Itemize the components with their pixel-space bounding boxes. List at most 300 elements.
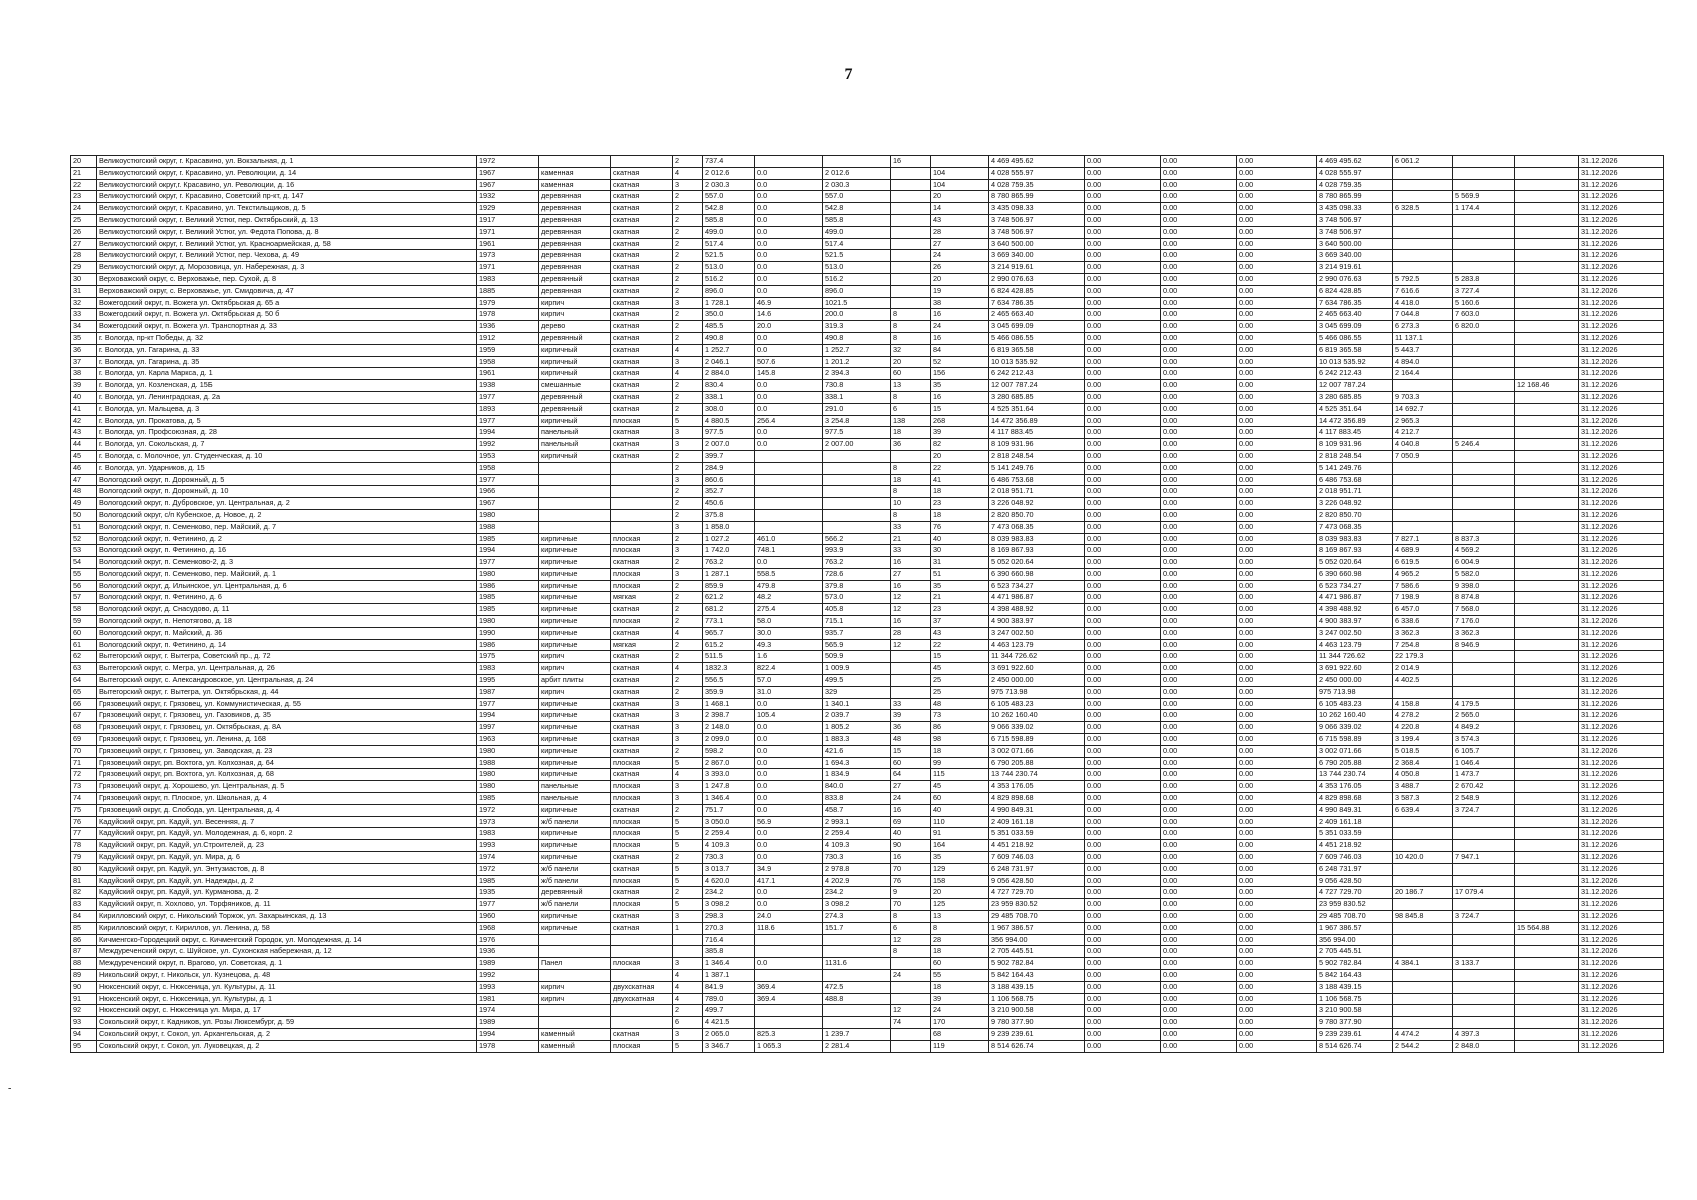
table-cell: 31.12.2026 xyxy=(1579,203,1664,215)
table-cell: 31.12.2026 xyxy=(1579,769,1664,781)
table-cell: 2 820 850.70 xyxy=(1317,509,1393,521)
table-cell: 566.2 xyxy=(823,533,891,545)
table-cell: 27 xyxy=(931,238,989,250)
table-cell xyxy=(1393,934,1453,946)
table-cell: 2 884.0 xyxy=(703,368,755,380)
table-cell: 90 xyxy=(71,981,97,993)
table-cell: 1988 xyxy=(477,757,539,769)
table-row xyxy=(71,285,1664,297)
table-cell: 0.00 xyxy=(1237,922,1317,934)
table-cell xyxy=(611,969,673,981)
table-cell xyxy=(1515,863,1579,875)
table-cell: 0.00 xyxy=(1237,592,1317,604)
table-row xyxy=(71,757,1664,769)
table-cell: Вытегорский округ, г. Вытегра, Советский пр., д. 72 xyxy=(97,651,477,663)
table-cell: Вологодский округ, п. Фетинино, д. 6 xyxy=(97,592,477,604)
table-cell: 5 246.4 xyxy=(1453,439,1515,451)
table-cell: 9 398.0 xyxy=(1453,580,1515,592)
table-cell: 62 xyxy=(71,651,97,663)
table-cell xyxy=(891,262,931,274)
table-cell: 39 xyxy=(891,710,931,722)
table-cell: 472.5 xyxy=(823,981,891,993)
table-cell: 31.12.2026 xyxy=(1579,191,1664,203)
table-cell: кирпичные xyxy=(539,580,611,592)
table-cell: 3 188 439.15 xyxy=(1317,981,1393,993)
table-cell: 0.00 xyxy=(1237,179,1317,191)
table-cell xyxy=(891,675,931,687)
table-cell: скатная xyxy=(611,273,673,285)
table-cell xyxy=(1515,1017,1579,1029)
table-row xyxy=(71,403,1664,415)
table-cell: 33 xyxy=(891,521,931,533)
table-cell: 0.00 xyxy=(1161,852,1237,864)
table-cell: 1 287.1 xyxy=(703,568,755,580)
table-cell xyxy=(1515,297,1579,309)
table-cell: 0.00 xyxy=(1085,875,1161,887)
table-cell: 517.4 xyxy=(703,238,755,250)
table-cell xyxy=(1515,391,1579,403)
table-row xyxy=(71,356,1664,368)
table-cell: 841.9 xyxy=(703,981,755,993)
table-cell: 2 565.0 xyxy=(1453,710,1515,722)
table-cell xyxy=(1515,722,1579,734)
table-row xyxy=(71,226,1664,238)
table-cell: 31.12.2026 xyxy=(1579,403,1664,415)
table-cell: скатная xyxy=(611,804,673,816)
table-cell: деревянный xyxy=(539,403,611,415)
table-cell: ж/б панели xyxy=(539,875,611,887)
table-cell xyxy=(891,285,931,297)
table-cell: 1936 xyxy=(477,946,539,958)
table-cell: 30 xyxy=(71,273,97,285)
table-cell: 118.6 xyxy=(755,922,823,934)
table-row xyxy=(71,592,1664,604)
table-cell: 9 066 339.02 xyxy=(989,722,1085,734)
table-cell: Великоустюгский округ, г. Красавино, ул. Революции, д. 14 xyxy=(97,167,477,179)
table-cell: 17 079.4 xyxy=(1453,887,1515,899)
table-cell: ж/б панели xyxy=(539,863,611,875)
table-cell: г. Вологда, пр-кт Победы, д. 32 xyxy=(97,332,477,344)
table-cell xyxy=(823,1005,891,1017)
table-cell xyxy=(1393,474,1453,486)
table-cell: 4 xyxy=(673,981,703,993)
table-cell: 7 634 786.35 xyxy=(989,297,1085,309)
housing-table-body xyxy=(71,156,1664,1053)
table-cell: 0.00 xyxy=(1237,439,1317,451)
table-cell: 4 990 849.31 xyxy=(989,804,1085,816)
table-cell: 0.00 xyxy=(1085,167,1161,179)
table-cell: 66 xyxy=(71,698,97,710)
table-cell: 1985 xyxy=(477,592,539,604)
table-cell: 0.00 xyxy=(1237,604,1317,616)
table-cell: 18 xyxy=(931,946,989,958)
table-cell: 70 xyxy=(891,899,931,911)
table-cell: 4 xyxy=(673,663,703,675)
table-cell: 31.12.2026 xyxy=(1579,321,1664,333)
table-cell: Вологодский округ, п. Майский, д. 36 xyxy=(97,627,477,639)
table-cell xyxy=(539,498,611,510)
table-cell: 2 xyxy=(673,509,703,521)
table-cell: 1994 xyxy=(477,427,539,439)
table-cell: 151.7 xyxy=(823,922,891,934)
table-cell: Нюксенский округ, с. Нюксеница, ул. Культуры, д. 1 xyxy=(97,993,477,1005)
table-cell xyxy=(1515,958,1579,970)
table-cell xyxy=(1453,922,1515,934)
table-cell: 3 xyxy=(673,734,703,746)
table-row xyxy=(71,498,1664,510)
table-cell xyxy=(673,946,703,958)
table-cell: 35 xyxy=(931,580,989,592)
table-cell xyxy=(539,486,611,498)
table-cell xyxy=(1393,462,1453,474)
table-cell: 35 xyxy=(931,380,989,392)
table-cell: 1977 xyxy=(477,474,539,486)
table-cell: скатная xyxy=(611,344,673,356)
table-cell: 26 xyxy=(71,226,97,238)
table-cell: 1 247.8 xyxy=(703,781,755,793)
table-cell: 9 780 377.90 xyxy=(989,1017,1085,1029)
table-row xyxy=(71,297,1664,309)
table-cell: 16 xyxy=(891,580,931,592)
table-cell: 31.12.2026 xyxy=(1579,273,1664,285)
table-cell: кирпич xyxy=(539,297,611,309)
table-cell xyxy=(1453,462,1515,474)
table-cell: 28 xyxy=(891,627,931,639)
table-row xyxy=(71,1017,1664,1029)
table-cell: 7 616.6 xyxy=(1393,285,1453,297)
table-cell xyxy=(1393,863,1453,875)
table-cell: 38 xyxy=(71,368,97,380)
table-cell: 3 xyxy=(673,179,703,191)
table-cell: 6 273.3 xyxy=(1393,321,1453,333)
table-cell: 4 418.0 xyxy=(1393,297,1453,309)
table-cell: 385.8 xyxy=(703,946,755,958)
table-cell: плоская xyxy=(611,781,673,793)
table-cell: 5 018.5 xyxy=(1393,745,1453,757)
table-cell: арбит плиты xyxy=(539,675,611,687)
table-cell: деревянный xyxy=(539,273,611,285)
table-cell xyxy=(755,509,823,521)
table-cell: 0.0 xyxy=(755,179,823,191)
table-cell: 2 164.4 xyxy=(1393,368,1453,380)
table-cell: 4 xyxy=(673,167,703,179)
table-cell xyxy=(891,1040,931,1052)
table-cell: 65 xyxy=(71,686,97,698)
table-cell: 37 xyxy=(931,616,989,628)
table-cell: скатная xyxy=(611,769,673,781)
table-cell: 3 045 699.09 xyxy=(989,321,1085,333)
table-cell: 20 xyxy=(71,156,97,168)
table-cell: 0.00 xyxy=(1161,391,1237,403)
table-cell: 14 692.7 xyxy=(1393,403,1453,415)
table-cell: 3 748 506.97 xyxy=(989,214,1085,226)
table-cell: 7 609 746.03 xyxy=(1317,852,1393,864)
table-cell: 3 002 071.66 xyxy=(989,745,1085,757)
table-cell: скатная xyxy=(611,250,673,262)
table-cell xyxy=(1515,616,1579,628)
table-cell: г. Вологда, ул. Гагарина, д. 35 xyxy=(97,356,477,368)
table-cell: 298.3 xyxy=(703,911,755,923)
table-cell: 1967 xyxy=(477,167,539,179)
table-cell xyxy=(611,462,673,474)
table-cell: 0.0 xyxy=(755,391,823,403)
table-row xyxy=(71,828,1664,840)
table-cell: 5 xyxy=(673,863,703,875)
table-cell: 513.0 xyxy=(703,262,755,274)
table-cell: кирпичные xyxy=(539,734,611,746)
table-cell xyxy=(1515,462,1579,474)
table-cell: 2 xyxy=(673,226,703,238)
table-cell xyxy=(1453,934,1515,946)
table-cell: 1975 xyxy=(477,651,539,663)
table-cell: 56.9 xyxy=(755,816,823,828)
table-cell: Великоустюгский округ, г. Великий Устюг, ул. Федота Попова, д. 8 xyxy=(97,226,477,238)
table-cell: 5 283.8 xyxy=(1453,273,1515,285)
table-cell: 3 362.3 xyxy=(1393,627,1453,639)
table-cell xyxy=(823,486,891,498)
table-cell: 0.00 xyxy=(1085,969,1161,981)
table-cell: 2 007.00 xyxy=(823,439,891,451)
table-cell: 0.00 xyxy=(1161,403,1237,415)
table-cell xyxy=(1515,828,1579,840)
table-row xyxy=(71,191,1664,203)
table-cell xyxy=(1515,309,1579,321)
table-cell: 43 xyxy=(931,214,989,226)
table-cell xyxy=(1515,486,1579,498)
table-cell: 1987 xyxy=(477,686,539,698)
table-cell: 338.1 xyxy=(703,391,755,403)
table-cell: 0.00 xyxy=(1085,828,1161,840)
table-cell: 0.0 xyxy=(755,899,823,911)
table-cell: 4 117 883.45 xyxy=(989,427,1085,439)
table-cell: 499.0 xyxy=(823,226,891,238)
table-cell xyxy=(891,297,931,309)
table-cell: 1 742.0 xyxy=(703,545,755,557)
table-cell: 6 824 428.85 xyxy=(1317,285,1393,297)
table-cell: 458.7 xyxy=(823,804,891,816)
table-cell: 1971 xyxy=(477,262,539,274)
table-cell: 715.1 xyxy=(823,616,891,628)
table-cell: 8 xyxy=(931,922,989,934)
table-cell: кирпич xyxy=(539,651,611,663)
table-cell: 2 xyxy=(673,639,703,651)
table-cell xyxy=(823,969,891,981)
table-cell: 1973 xyxy=(477,816,539,828)
table-cell: 369.4 xyxy=(755,993,823,1005)
table-cell: 1977 xyxy=(477,899,539,911)
table-cell: деревянная xyxy=(539,203,611,215)
table-cell: Вожегодский округ, п. Вожега ул. Октябрьская д. 65 а xyxy=(97,297,477,309)
table-cell: 0.00 xyxy=(1237,686,1317,698)
table-cell: 0.00 xyxy=(1237,887,1317,899)
table-cell xyxy=(1453,332,1515,344)
table-cell: 2 xyxy=(673,191,703,203)
table-cell: 4 028 555.97 xyxy=(1317,167,1393,179)
table-cell: 105.4 xyxy=(755,710,823,722)
table-cell: 45 xyxy=(71,450,97,462)
table-cell: 5 xyxy=(673,1040,703,1052)
table-cell: 0.00 xyxy=(1237,698,1317,710)
table-cell: 3 xyxy=(673,521,703,533)
table-cell: 31.12.2026 xyxy=(1579,781,1664,793)
table-cell: 0.00 xyxy=(1085,380,1161,392)
table-cell xyxy=(891,167,931,179)
table-cell: 27 xyxy=(891,568,931,580)
table-cell: 6 xyxy=(891,922,931,934)
table-cell: 31.12.2026 xyxy=(1579,391,1664,403)
table-cell: 9 056 428.50 xyxy=(1317,875,1393,887)
table-cell: 4 117 883.45 xyxy=(1317,427,1393,439)
table-cell: каменная xyxy=(539,167,611,179)
table-cell: 1994 xyxy=(477,1028,539,1040)
table-cell: 39 xyxy=(71,380,97,392)
table-cell xyxy=(755,1005,823,1017)
table-cell: 0.00 xyxy=(1161,380,1237,392)
table-cell: 0.00 xyxy=(1237,911,1317,923)
table-cell: 0.0 xyxy=(755,273,823,285)
table-cell: 2 xyxy=(673,250,703,262)
table-cell: 76 xyxy=(931,521,989,533)
table-cell xyxy=(1515,156,1579,168)
table-cell: 0.00 xyxy=(1085,722,1161,734)
table-cell: Великоустюгский округ, г. Красавино, ул. Текстильщиков, д. 5 xyxy=(97,203,477,215)
table-cell: 3 210 900.58 xyxy=(989,1005,1085,1017)
table-cell: 31.12.2026 xyxy=(1579,745,1664,757)
table-cell: 2 030.3 xyxy=(823,179,891,191)
table-cell: 6 715 598.89 xyxy=(1317,734,1393,746)
table-cell: 0.00 xyxy=(1161,745,1237,757)
table-cell: 557.0 xyxy=(703,191,755,203)
table-cell: скатная xyxy=(611,427,673,439)
table-cell xyxy=(1515,875,1579,887)
table-cell: 6 105 483.23 xyxy=(1317,698,1393,710)
table-cell: 8 xyxy=(891,946,931,958)
table-cell: 86 xyxy=(71,934,97,946)
table-cell: 6 820.0 xyxy=(1453,321,1515,333)
table-cell: 356 994.00 xyxy=(1317,934,1393,946)
table-cell: 2 014.9 xyxy=(1393,663,1453,675)
table-cell: 0.00 xyxy=(1161,462,1237,474)
table-cell: 0.00 xyxy=(1085,1005,1161,1017)
table-cell: 6 242 212.43 xyxy=(989,368,1085,380)
table-cell: скатная xyxy=(611,179,673,191)
table-cell xyxy=(1515,273,1579,285)
table-cell: 26 xyxy=(931,262,989,274)
table-cell: 0.00 xyxy=(1237,521,1317,533)
table-cell: 10 262 160.40 xyxy=(1317,710,1393,722)
table-cell: 33 xyxy=(891,545,931,557)
table-cell xyxy=(1515,757,1579,769)
table-cell: 2 xyxy=(673,450,703,462)
table-cell: кирпичные xyxy=(539,745,611,757)
table-cell: 0.00 xyxy=(1161,804,1237,816)
table-cell: 6 xyxy=(673,1017,703,1029)
table-cell: 0.0 xyxy=(755,226,823,238)
table-cell: 1 967 386.57 xyxy=(989,922,1085,934)
table-cell: кирпичные xyxy=(539,722,611,734)
table-cell: 18 xyxy=(931,745,989,757)
table-cell: ж/б панели xyxy=(539,899,611,911)
table-cell: 2 xyxy=(673,745,703,757)
table-cell: 0.00 xyxy=(1237,214,1317,226)
table-cell: 0.00 xyxy=(1237,332,1317,344)
table-cell: 4 421.5 xyxy=(703,1017,755,1029)
table-cell xyxy=(1515,852,1579,864)
table-cell: 90 xyxy=(891,840,931,852)
table-cell xyxy=(1393,1017,1453,1029)
table-cell: 25 xyxy=(931,675,989,687)
table-cell xyxy=(823,509,891,521)
table-cell: 379.8 xyxy=(823,580,891,592)
table-cell: 0.0 xyxy=(755,167,823,179)
table-cell xyxy=(1453,450,1515,462)
table-cell: кирпич xyxy=(539,309,611,321)
table-cell: 8 xyxy=(891,911,931,923)
table-cell: 31.12.2026 xyxy=(1579,686,1664,698)
table-cell: 4 202.9 xyxy=(823,875,891,887)
table-cell: 16 xyxy=(931,391,989,403)
table-cell: 3 xyxy=(673,911,703,923)
table-cell: 0.00 xyxy=(1237,804,1317,816)
table-cell: 421.6 xyxy=(823,745,891,757)
table-cell: 0.00 xyxy=(1161,1040,1237,1052)
table-cell: 13 xyxy=(891,380,931,392)
table-cell: 0.00 xyxy=(1085,191,1161,203)
table-cell: 1972 xyxy=(477,863,539,875)
table-cell: 6 486 753.68 xyxy=(1317,474,1393,486)
table-cell: 0.00 xyxy=(1161,899,1237,911)
table-cell: 3 226 048.92 xyxy=(989,498,1085,510)
table-cell xyxy=(1515,356,1579,368)
table-cell: 59 xyxy=(71,616,97,628)
table-cell: 5 902 782.84 xyxy=(989,958,1085,970)
table-cell: 31.12.2026 xyxy=(1579,627,1664,639)
table-cell xyxy=(755,934,823,946)
table-cell: 3 214 919.61 xyxy=(989,262,1085,274)
table-cell: 0.00 xyxy=(1085,769,1161,781)
table-cell: 3 xyxy=(673,356,703,368)
table-cell: 3 199.4 xyxy=(1393,734,1453,746)
table-cell: 0.00 xyxy=(1161,498,1237,510)
table-cell: 0.00 xyxy=(1237,969,1317,981)
table-cell: 0.00 xyxy=(1161,710,1237,722)
table-cell: 1 473.7 xyxy=(1453,769,1515,781)
table-row xyxy=(71,663,1664,675)
table-cell: 57.0 xyxy=(755,675,823,687)
table-cell: 0.00 xyxy=(1161,156,1237,168)
table-cell: 4 689.9 xyxy=(1393,545,1453,557)
table-cell: 0.00 xyxy=(1085,840,1161,852)
table-cell: 1932 xyxy=(477,191,539,203)
table-cell: 0.00 xyxy=(1085,863,1161,875)
table-cell: 31.12.2026 xyxy=(1579,734,1664,746)
table-cell: г. Вологда, ул. Ленинградская, д. 2а xyxy=(97,391,477,403)
table-cell: 31.12.2026 xyxy=(1579,1040,1664,1052)
table-cell xyxy=(1515,238,1579,250)
table-cell: кирпичные xyxy=(539,639,611,651)
table-cell xyxy=(1515,934,1579,946)
table-cell: 4 569.2 xyxy=(1453,545,1515,557)
table-cell: 16 xyxy=(891,156,931,168)
table-cell: Великоустюгский округ, г. Красавино, ул. Вокзальная, д. 1 xyxy=(97,156,477,168)
table-cell: 8 xyxy=(891,462,931,474)
table-cell: 56 xyxy=(71,580,97,592)
table-cell: 0.00 xyxy=(1161,557,1237,569)
table-cell: плоская xyxy=(611,793,673,805)
table-cell: 4 028 759.35 xyxy=(1317,179,1393,191)
table-cell: 35 xyxy=(71,332,97,344)
table-row xyxy=(71,580,1664,592)
